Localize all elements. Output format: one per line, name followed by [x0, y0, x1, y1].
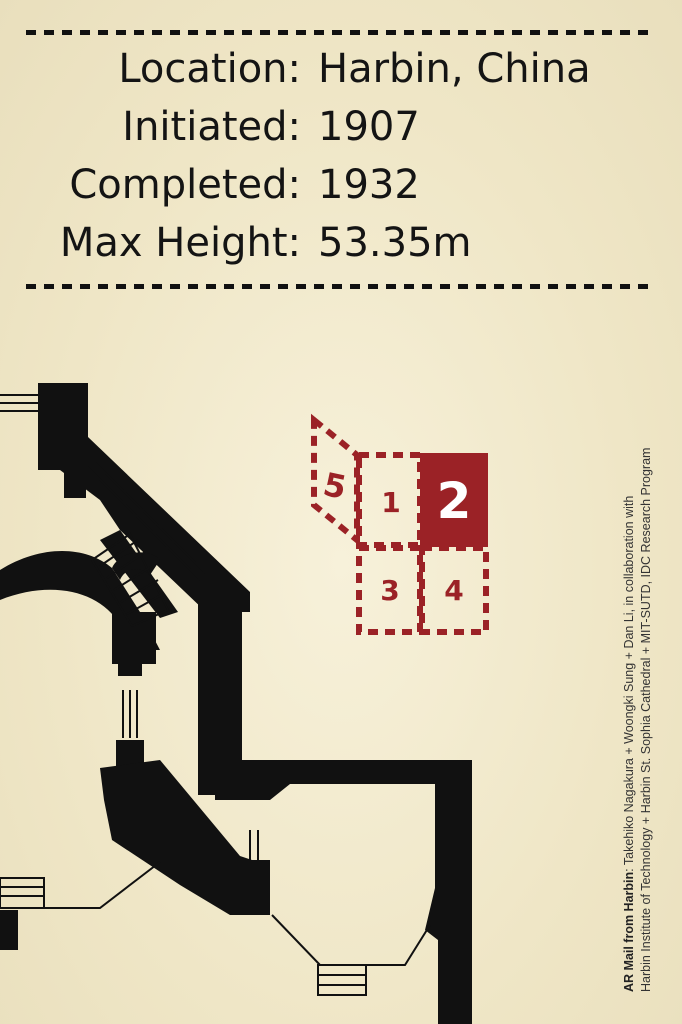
location-label: Location: [118, 46, 301, 92]
section-5-label: 5 [319, 465, 350, 507]
floor-plan-walls [0, 383, 472, 1024]
credits-text [621, 448, 655, 992]
completed-value: 1932 [318, 162, 420, 208]
max-height-label: Max Height: [59, 220, 301, 266]
initiated-value: 1907 [318, 104, 420, 150]
location-value: Harbin, China [318, 46, 591, 92]
section-2-label: 2 [436, 472, 472, 530]
section-3-label: 3 [380, 574, 400, 607]
section-map [314, 420, 488, 632]
section-1-label: 1 [381, 486, 401, 519]
section-4-label: 4 [444, 574, 464, 607]
credits-authors: : Takehiko Nagakura + Woongki Sung + Dan Li, in collaboration with [622, 495, 636, 872]
credits-line-2: Harbin Institute of Technology + Harbin St. Sophia Cathedral + MIT-SUTD, IDC Research Program [639, 447, 653, 992]
credits-title: AR Mail from Harbin [622, 871, 636, 992]
completed-label: Completed: [69, 162, 301, 208]
max-height-value: 53.35m [318, 220, 472, 266]
initiated-label: Initiated: [122, 104, 301, 150]
credits-line-1 [621, 448, 638, 992]
